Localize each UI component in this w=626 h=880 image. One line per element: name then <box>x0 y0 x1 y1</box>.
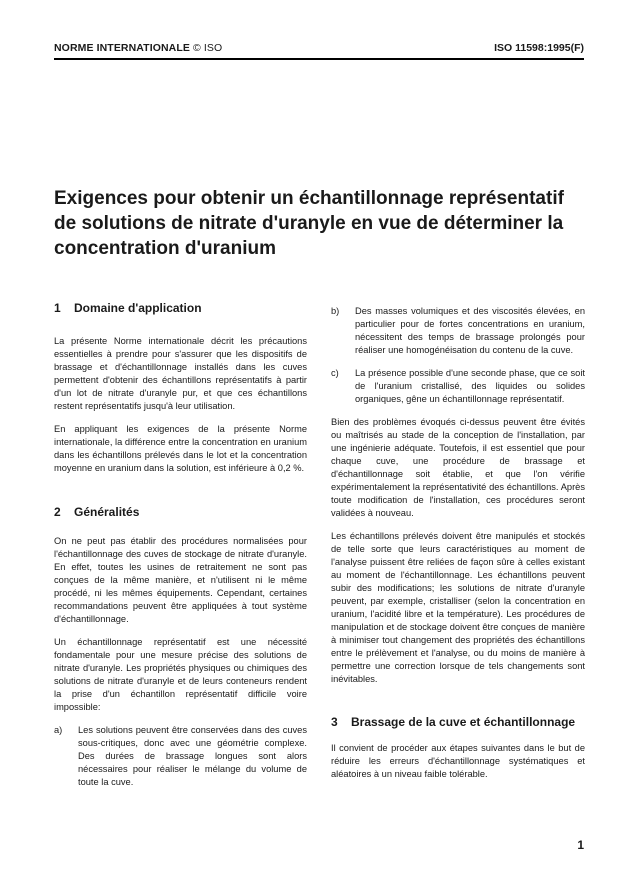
section-2-paragraph: Un échantillonnage représentatif est une nécessité fondamentale pour une mesure précise des solutions de nitrate d'uranyle. Les propriétés physiques ou chimiques des solutions de nitrate d'uranyle et de leurs conteneurs rendent la prise d'un échantillon représentatif difficile voire impossible: <box>54 637 307 712</box>
header-standard-number: ISO 11598:1995(F) <box>494 42 584 54</box>
list-item-label: b) <box>331 306 340 316</box>
section-1-number: 1 <box>54 301 61 315</box>
list-item-b <box>331 305 585 357</box>
list-item-a <box>54 724 307 789</box>
section-1-paragraph: En appliquant les exigences de la présente Norme internationale, la différence entre la concentration en uranium dans les échantillons prélevés dans le lot et la concentration moyenne en uranium dans la solution, est inférieure à 0,2 %. <box>54 424 307 473</box>
right-column <box>331 300 585 781</box>
list-item-label: c) <box>331 368 339 378</box>
running-header <box>54 42 584 58</box>
section-3-paragraph: Il convient de procéder aux étapes suivantes dans le but de réduire les erreurs d'échantillonnage systématiques et aléatoires à un niveau faible tolérable. <box>331 743 585 779</box>
list-item-label: a) <box>54 725 63 735</box>
list-item-text: Les solutions peuvent être conservées dans des cuves sous-critiques, donc avec une géométrie complexe. Des durées de brassage longues sont alors nécessaires pour réaliser le mélange du volume de toute la cuve. <box>78 725 307 787</box>
section-1-title: Domaine d'application <box>74 301 202 315</box>
section-3-heading <box>331 714 585 730</box>
section-2-paragraph: On ne peut pas établir des procédures normalisées pour l'échantillonnage des cuves de stockage de nitrate d'uranyle. En effet, toutes les usines de retraitement ne sont pas conçues de la même manière, et n'utilisent ni le même procédé, ni les mêmes équipements. Cependant, certaines recommandations peuvent être appliquées à tout système d'échantillonnage. <box>54 536 307 624</box>
section-1-heading <box>54 300 307 316</box>
section-2-title: Généralités <box>74 505 140 519</box>
document-title: Exigences pour obtenir un échantillonnage représentatif de solutions de nitrate d'uranyle en vue de déterminer la concentration d'uranium <box>54 188 564 259</box>
section-2-paragraph: Bien des problèmes évoqués ci-dessus peuvent être évités ou maîtrisés au stade de la conception de l'installation, par une ingénierie adéquate. Toutefois, il est essentiel que pour chaque cuve, une procédure de brassage et d'échantillonnage soit établie, et que l'on vérifie expérimentalement la représentativité des échantillons. Après toute modification de l'installation, ces procédures seront validées à nouveau. <box>331 417 585 518</box>
list-item-text: Des masses volumiques et des viscosités élevées, en particulier pour de fortes concentrations en uranium, nécessitent des temps de brassage prolongés pour réaliser une homogénéisation du contenu de la cuve. <box>355 306 585 355</box>
section-2-paragraph: Les échantillons prélevés doivent être manipulés et stockés de telle sorte que leurs caractéristiques au moment de l'analyse puissent être reliées de façon sûre à celles existant au moment de l'échantillonnage. Les échantillons peuvent subir des modifications; les solutions de nitrate d'uranyle peuvent, par exemple, cristalliser (selon la concentration en uranium, l'acidité libre et la température). Les procédures de manipulation et de stockage doivent être conçues de manière à minimiser tout changement des propriétés des échantillons entre le prélèvement et l'analyse, ou du moins de manière à permettre une correction lorsque de tels changements sont inévitables. <box>331 531 585 684</box>
header-rule <box>54 58 584 60</box>
list-item-c <box>331 367 585 406</box>
section-3-title: Brassage de la cuve et échantillonnage <box>351 715 576 729</box>
section-1-paragraph: La présente Norme internationale décrit les précautions essentielles à prendre pour s'assurer que les dispositifs de brassage et d'échantillonnage installés dans les cuves permettent d'obtenir des échantillons représentatifs à partir d'un lot de nitrate d'uranyle pur, et que ces échantillons restent représentatifs jusqu'à leur utilisation. <box>54 336 307 411</box>
header-copyright: © ISO <box>193 42 223 54</box>
section-2-heading <box>54 504 307 520</box>
section-3-number: 3 <box>331 715 338 729</box>
header-left <box>54 42 222 54</box>
header-standard-type: NORME INTERNATIONALE <box>54 42 190 54</box>
list-item-text: La présence possible d'une seconde phase, que ce soit de l'uranium cristallisé, des liquides ou solides organiques, gêne un échantillonnage représentatif. <box>355 368 585 404</box>
page-number: 1 <box>577 838 584 852</box>
section-2-number: 2 <box>54 505 61 519</box>
left-column <box>54 300 307 789</box>
